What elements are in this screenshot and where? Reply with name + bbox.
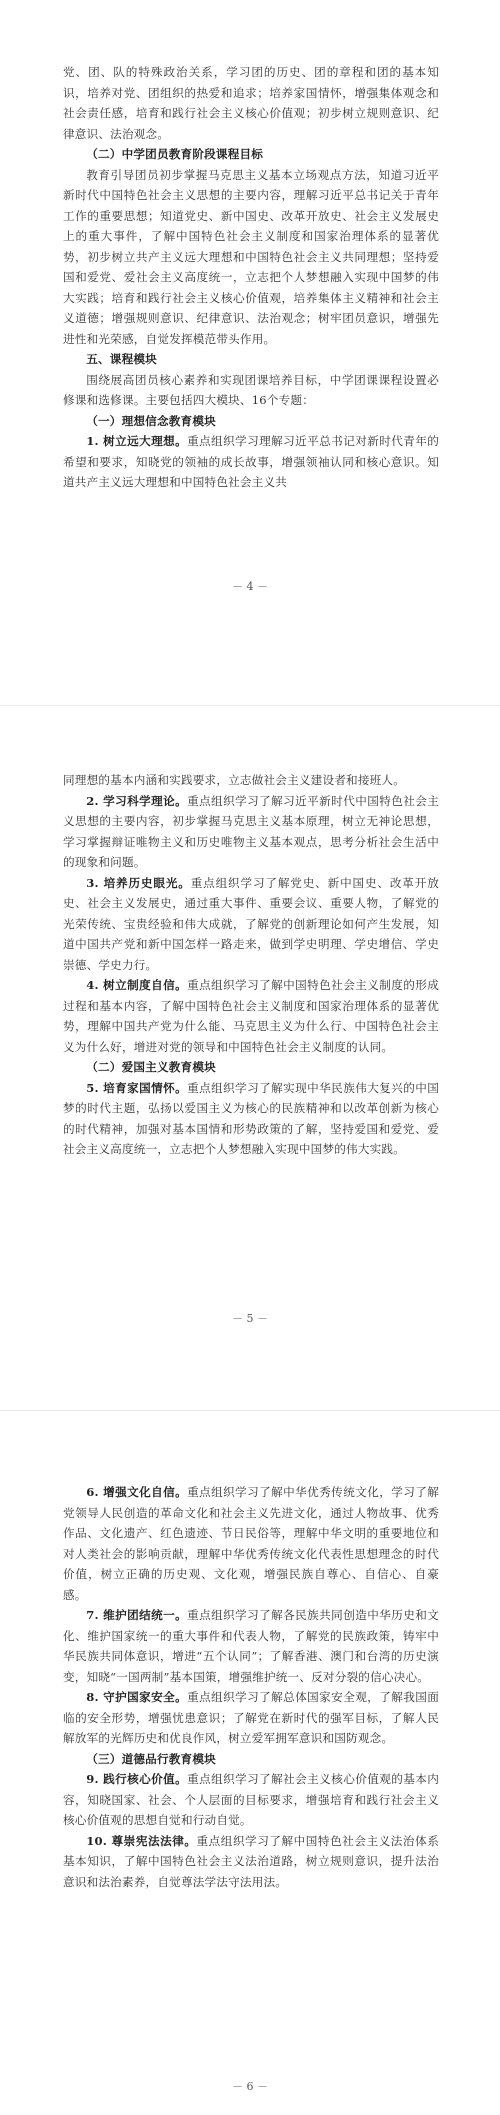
paragraph-continued: 党、团、队的特殊政治关系，学习团的历史、团的章程和团的基本知识，培养对党、团组织的热爱和追求；培养家国情怀，增强集体观念和社会责任感，培育和践行社会主义核心价值观；初步树立规则意识、纪律意识、法治观念。	[63, 65, 439, 141]
item-title: 2. 学习科学理论。	[86, 793, 188, 808]
list-item-7	[63, 1605, 439, 1687]
list-item-8	[63, 1687, 439, 1749]
item-text: 重点组织学习了解习近平新时代中国特色社会主义思想的主要内容，初步掌握马克思主义基本原理，树立无神论思想，学习掌握辩证唯物主义和历史唯物主义基本观点，思考分析社会生活中的现象和问题。	[63, 793, 440, 869]
item-text: 重点组织学习了解党史、新中国史、改革开放史、社会主义发展史，通过重大事件、重要会议、重要人物，了解党的光荣传统、宝贵经验和伟大成就，了解党的创新理论如何产生发展，知道中国共产党和新中国怎样一路走来，做到学史明理、学史增信、学史崇德、学史力行。	[63, 875, 439, 972]
item-title: 7. 维护团结统一。	[86, 1608, 188, 1622]
item-text: 重点组织学习了解中国特色社会主义法治体系基本知识，了解中国特色社会主义法治道路，树立规则意识，提升法治意识和法治素养，自觉尊法学法守法用法。	[63, 1833, 439, 1889]
paragraph-goals: 教育引导团员初步掌握马克思主义基本立场观点方法，知道习近平新时代中国特色社会主义思想的主要内容，理解习近平总书记关于青年工作的重要思想；知道党史、新中国史、改革开放史、社会主义发展史上的重大事件，了解中国特色社会主义制度和国家治理体系的显著优势，初步树立共产主义远大理想和中国特色社会主义共同理想；坚持爱国和爱党、爱社会主义高度统一，立志把个人梦想融入实现中国梦的伟大实践；培育和践行社会主义核心价值观，培养集体主义精神和社会主义道德；增强规则意识、纪律意识、法治观念；树牢团员意识，增强先进性和光荣感，自觉发挥模范带头作用。	[63, 167, 439, 346]
item-title: 9. 践行核心价值。	[86, 1772, 188, 1786]
item-title: 5. 培育家国情怀。	[86, 1080, 188, 1095]
document-page-4	[0, 0, 500, 705]
paragraph-continued: 同理想的基本内涵和实践要求，立志做社会主义建设者和接班人。	[63, 773, 406, 787]
list-item-3	[63, 873, 439, 976]
item-text: 重点组织学习了解中国特色社会主义制度的形成过程和基本内容，了解中国特色社会主义制度和国家治理体系的显著优势，理解中国共产党为什么能、马克思主义为什么行、中国特色社会主义为什么好，增进对党的领导和中国特色社会主义制度的认同。	[63, 978, 440, 1054]
module-heading-ideals: （一）理想信念教育模块	[86, 413, 216, 428]
item-text: 重点组织学习了解总体国家安全观，了解我国面临的安全形势，增强忧患意识；了解党在新时代的强军目标，了解人民解放军的光辉历史和优良作风，树立爱军拥军意识和国防观念。	[63, 1690, 440, 1745]
item-title: 8. 守护国家安全。	[86, 1690, 188, 1704]
list-item-9	[63, 1769, 439, 1831]
module-heading-patriotism: （二）爱国主义教育模块	[86, 1060, 216, 1074]
page-6-body	[63, 1482, 439, 1892]
item-text: 重点组织学习了解各民族共同创造中华历史和文化、维护国家统一的重大事件和代表人物，了解党的民族政策，铸牢中华民族共同体意识，增进“五个认同”；了解香港、澳门和台湾的历史演变，知晓“一国两制”基本国策，增强维护统一、反对分裂的信心决心。	[63, 1608, 440, 1684]
paragraph-modules-intro: 围绕展高团员核心素养和实现团课培养目标，中学团课课程设置必修课和选修课。主要包括四大模块、16个专题：	[63, 372, 439, 407]
document-page-6	[0, 1410, 500, 2115]
item-text: 重点组织学习了解社会主义核心价值观的基本内容，知晓国家、社会、个人层面的目标要求，增强培育和践行社会主义核心价值观的思想自觉和行动自觉。	[63, 1772, 440, 1827]
item-title: 3. 培养历史眼光。	[86, 875, 191, 890]
page-number: － 5 －	[232, 1312, 268, 1325]
page-5-body	[63, 770, 439, 1160]
item-title: 10. 尊崇宪法法律。	[86, 1833, 197, 1848]
item-title: 4. 树立制度自信。	[86, 978, 188, 992]
document-page-5	[0, 705, 500, 1410]
section-heading-course-modules: 五、课程模块	[86, 352, 157, 366]
page-number: － 6 －	[232, 2080, 268, 2093]
list-item-4	[63, 975, 439, 1057]
list-item-6	[63, 1482, 439, 1605]
list-item-10	[63, 1831, 439, 1893]
item-text: 重点组织学习了解中华优秀传统文化，学习了解党领导人民创造的革命文化和社会主义先进文化，通过人物故事、优秀作品、文化遗产、红色遗迹、节日民俗等，理解中华文明的重要地位和对人类社会的影响贡献，理解中华优秀传统文化代表性思想理念的时代价值，树立正确的历史观、文化观，增强民族自尊心、自信心、自豪感。	[63, 1485, 440, 1602]
item-text: 重点组织学习了解实现中华民族伟大复兴的中国梦的时代主题，弘扬以爱国主义为核心的民族精神和以改革创新为核心的时代精神，加强对基本国情和形势政策的了解，坚持爱国和爱党、爱社会主义高度统一，立志把个人梦想融入实现中国梦的伟大实践。	[63, 1080, 440, 1156]
item-title: 6. 增强文化自信。	[86, 1485, 188, 1499]
section-heading-middle-school-goals: （二）中学团员教育阶段课程目标	[86, 147, 264, 161]
item-text: 重点组织学习理解习近平总书记对新时代青年的希望和要求，知晓党的领袖的成长故事，增强领袖认同和核心意识。知道共产主义远大理想和中国特色社会主义共	[63, 434, 440, 489]
list-item-2	[63, 791, 439, 873]
list-item-5	[63, 1078, 439, 1160]
list-item-1	[63, 431, 439, 493]
module-heading-morality: （三）道德品行教育模块	[86, 1751, 216, 1766]
item-title: 1. 树立远大理想。	[86, 434, 188, 448]
page-4-body	[63, 62, 439, 493]
page-number: － 4 －	[232, 580, 268, 593]
